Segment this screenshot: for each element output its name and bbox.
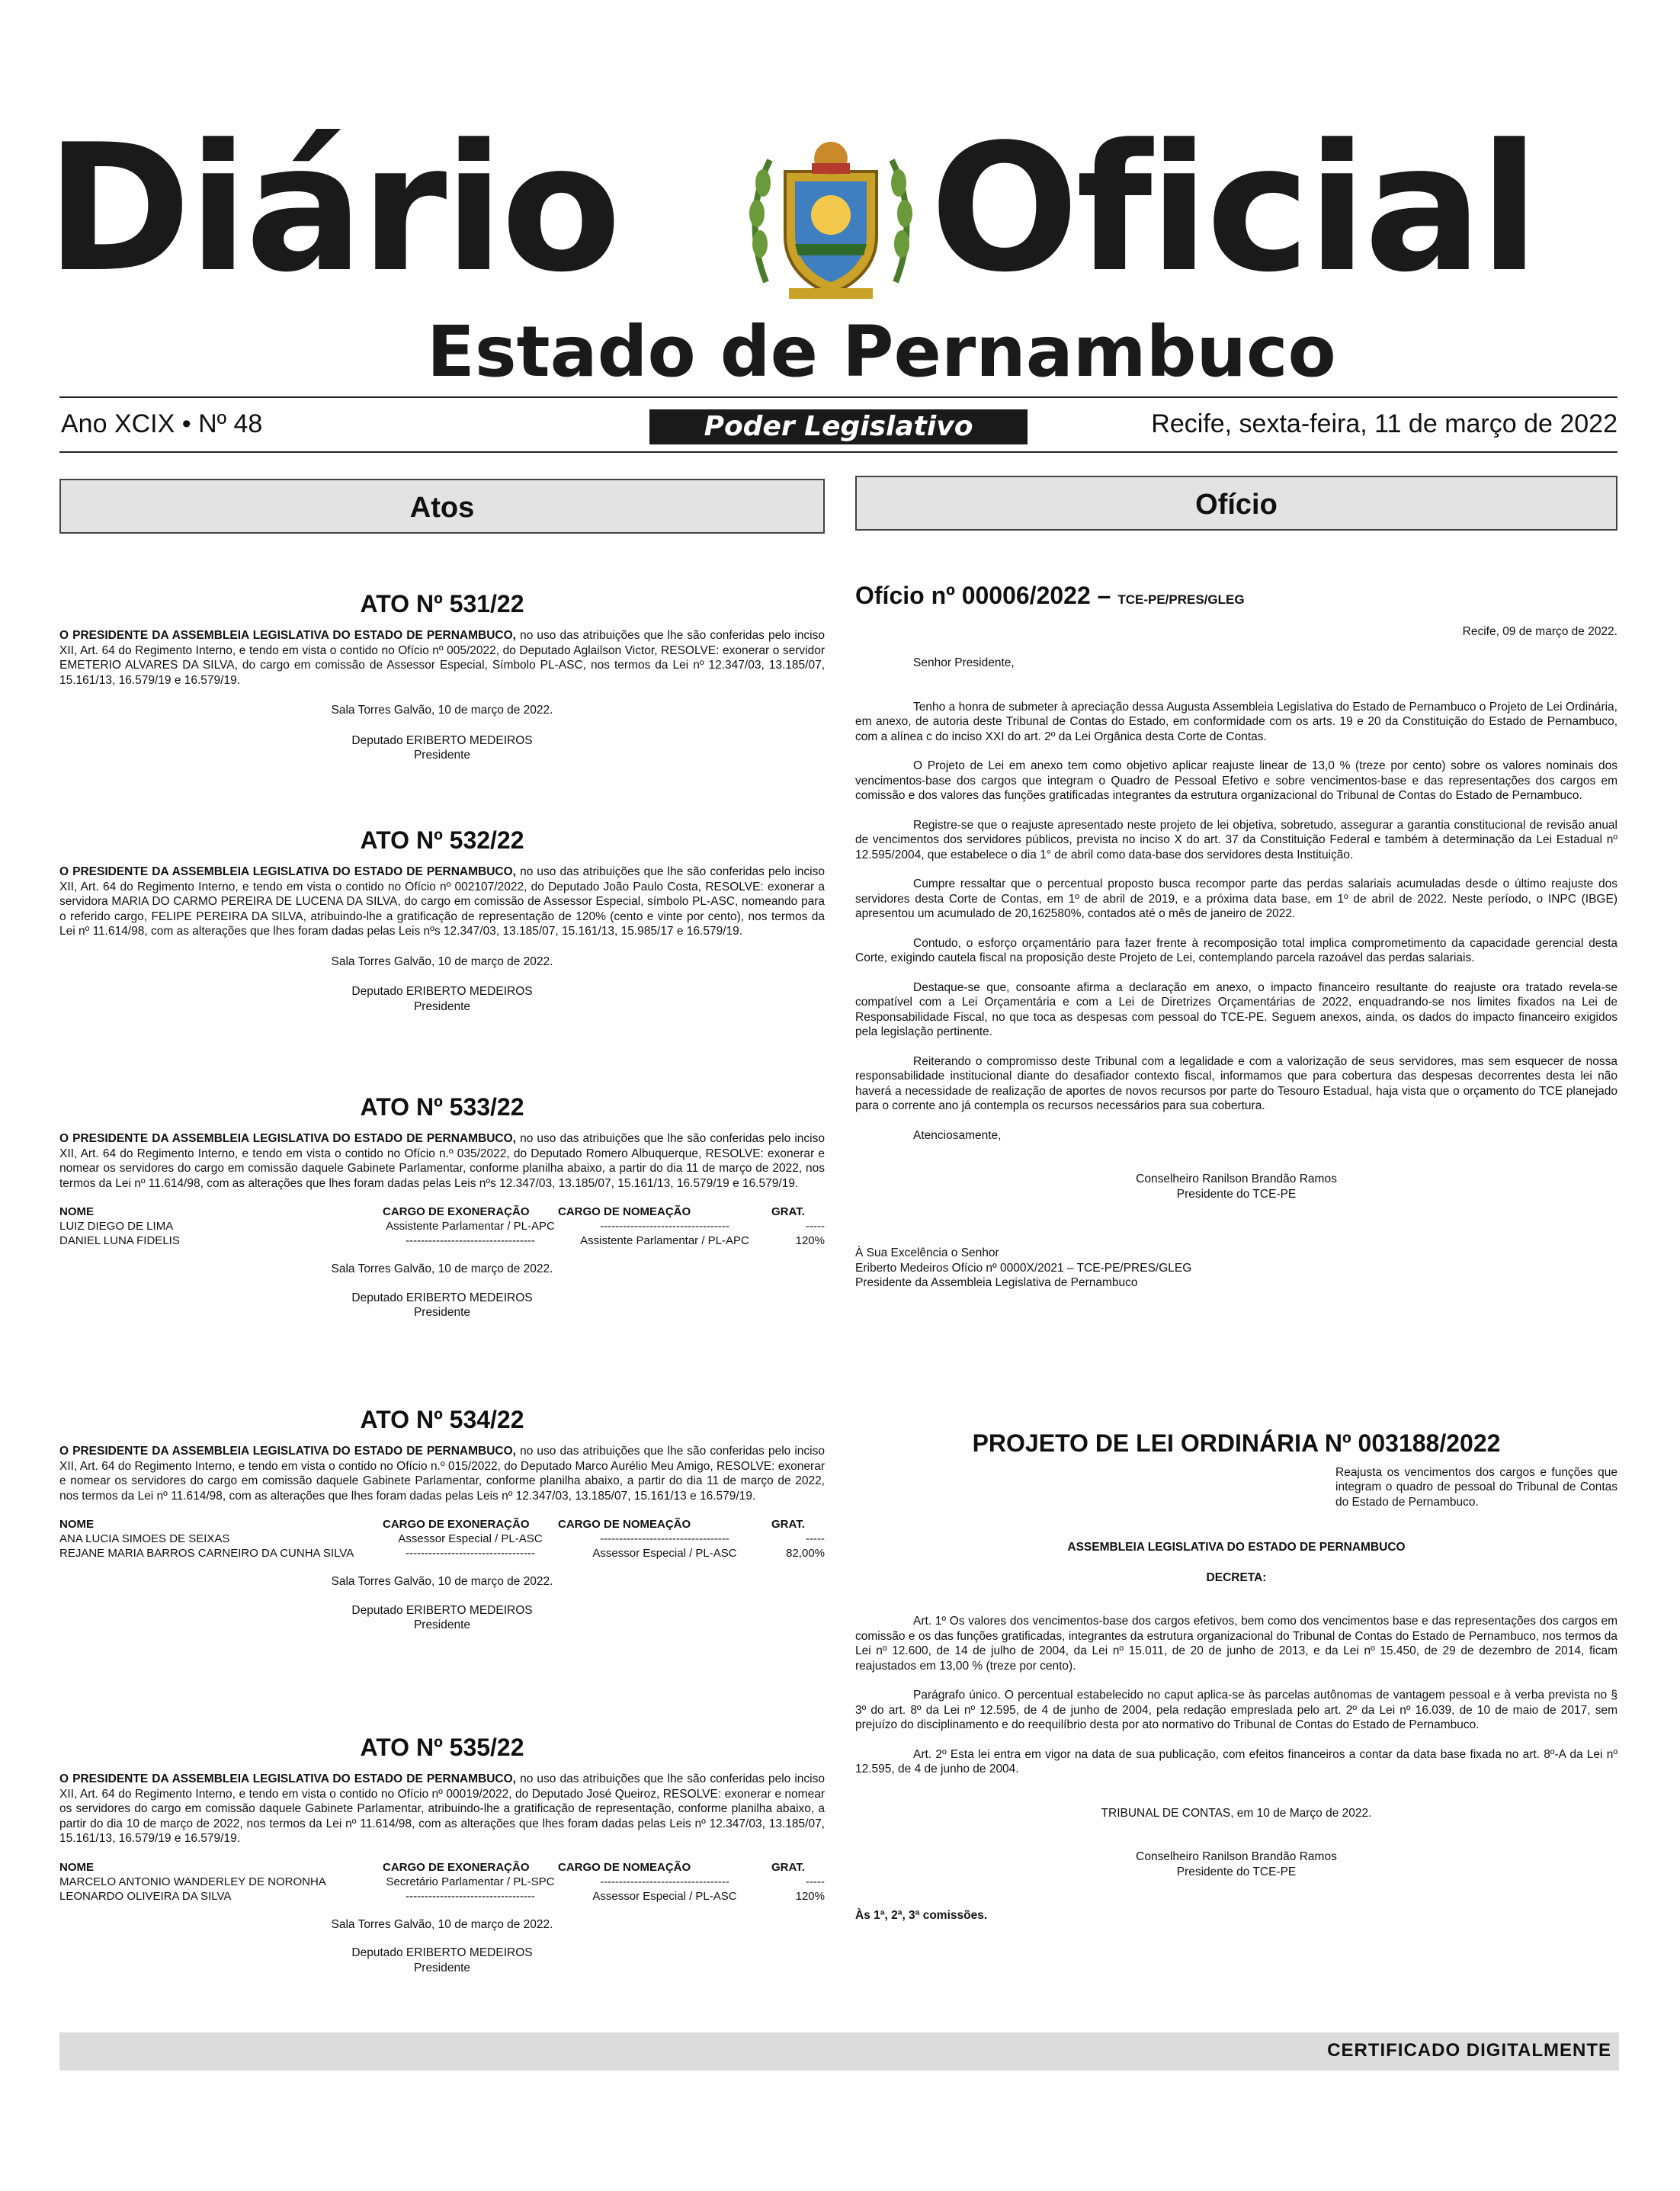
- masthead-rule-top: [59, 396, 1617, 398]
- table-row: [59, 1875, 825, 1889]
- dateline: Recife, sexta-feira, 11 de março de 2022: [1151, 409, 1617, 438]
- pernambuco-coat-of-arms-icon: [743, 130, 919, 305]
- ato-signer-role: Presidente: [413, 1961, 471, 1974]
- staff-table: [59, 1860, 825, 1904]
- ato-title: ATO Nº 532/22: [360, 826, 524, 854]
- projeto-assembly: ASSEMBLEIA LEGISLATIVA DO ESTADO DE PERNAMBUCO: [1067, 1541, 1406, 1554]
- edition-number: Ano XCIX • Nº 48: [61, 409, 263, 438]
- ato-title: ATO Nº 535/22: [360, 1734, 524, 1761]
- oficio-date: Recife, 09 de março de 2022.: [1462, 624, 1617, 638]
- table-cell: ANA LUCIA SIMOES DE SEIXAS: [59, 1532, 230, 1545]
- column-header: GRAT.: [771, 1518, 805, 1531]
- oficio-addressee-line: À Sua Excelência o Senhor: [855, 1246, 999, 1259]
- oficio-title: [855, 582, 1617, 609]
- table-header-row: [59, 1860, 825, 1875]
- projeto-decreta: DECRETA:: [1206, 1570, 1267, 1584]
- oficio-reference: TCE-PE/PRES/GLEG: [1117, 592, 1245, 607]
- column-header: NOME: [59, 1205, 94, 1218]
- ato-body-text: no uso das atribuições que lhe são conferidas pelo inciso XII, Art. 64 do Regimento Interno, e tendo em vista o contido no Ofício nº 005/2022, do Deputado Aglailson Victor, RESOLVE: exonerar o servidor EMETERIO ALVARES DA SILVA, do cargo em comissão de Assessor Especial, Símbolo PL-ASC, nos termos da Lei nº 12.347/03, 13.185/07, 15.161/13, 16.579/19 e 16.579/19.: [59, 629, 825, 687]
- ato-signer: Deputado ERIBERTO MEDEIROS: [351, 1946, 533, 1959]
- oficio-signer-role: Presidente do TCE-PE: [1176, 1187, 1297, 1201]
- projeto-place-date: TRIBUNAL DE CONTAS, em 10 de Março de 2022.: [1101, 1806, 1372, 1820]
- ato-signer: Deputado ERIBERTO MEDEIROS: [351, 1291, 533, 1304]
- oficio-paragraph: Registre-se que o reajuste apresentado neste projeto de lei objetiva, sobretudo, assegurar a garantia constitucional de revisão anual de vencimentos dos servidores públicos, prevista no inciso X do art. 37 da Constituição Federal e também à determinação da Lei Estadual nº 12.595/2004, que estabelece o dia 1° de abril como data-base dos servidores desta Instituição.: [855, 818, 1617, 861]
- table-cell: ----------------------------------: [600, 1532, 729, 1545]
- ato-signer-role: Presidente: [413, 1306, 471, 1319]
- table-cell: LUIZ DIEGO DE LIMA: [59, 1220, 174, 1233]
- oficio-closing: Atenciosamente,: [913, 1128, 1002, 1142]
- ato-signer: Deputado ERIBERTO MEDEIROS: [351, 985, 533, 998]
- table-cell: Secretário Parlamentar / PL-SPC: [386, 1875, 555, 1888]
- projeto-ementa: Reajusta os vencimentos dos cargos e funções que integram o quadro de pessoal do Tribunal de Contas do Estado de Pernambuco.: [1335, 1465, 1617, 1509]
- oficio: [855, 582, 1617, 1291]
- table-cell: Assistente Parlamentar / PL-APC: [386, 1220, 555, 1233]
- masthead-title-diario: Diário: [46, 107, 619, 311]
- column-header: CARGO DE NOMEAÇÃO: [558, 1205, 691, 1218]
- table-cell: Assistente Parlamentar / PL-APC: [580, 1234, 749, 1247]
- table-header-row: [59, 1517, 825, 1532]
- projeto-article: Art. 1º Os valores dos vencimentos-base dos cargos efetivos, bem como dos vencimentos base e das representações dos cargos em comissão e os das funções gratificadas, integrantes da estrutura organizacional do Tribunal de Contas do Estado de Pernambuco, nos termos da Lei nº 12.600, de 14 de julho de 2004, da Lei nº 15.011, de 20 de junho de 2013, e da Lei nº 15.450, de 29 de dezembro de 2014, ficam reajustados em 13,00 % (treze por cento).: [855, 1615, 1617, 1673]
- projeto-article: Parágrafo único. O percentual estabelecido no caput aplica-se às parcelas autônomas de vantagem pessoal e à verba prevista no § 3º do art. 8º da Lei nº 12.595, de 4 de junho de 2004, pela redação empreslada pelo art. 2º da Lei nº 16.039, de 10 de maio de 2017, sem prejuízo do disciplinamento e do reequilíbrio desta por ato normativo do Tribunal de Contas do Estado de Pernambuco.: [855, 1689, 1617, 1731]
- table-cell: MARCELO ANTONIO WANDERLEY DE NORONHA: [59, 1875, 326, 1888]
- column-header: GRAT.: [771, 1860, 805, 1874]
- table-cell: ----------------------------------: [406, 1889, 535, 1903]
- section-header-oficio: Ofício: [855, 476, 1617, 531]
- column-header: NOME: [59, 1518, 94, 1531]
- section-banner: Poder Legislativo: [649, 409, 1028, 444]
- column-header: CARGO DE NOMEAÇÃO: [558, 1518, 691, 1531]
- table-cell: 120%: [795, 1234, 825, 1247]
- column-header: CARGO DE EXONERAÇÃO: [383, 1205, 530, 1218]
- oficio-addressee-line: Presidente da Assembleia Legislativa de Pernambuco: [855, 1276, 1138, 1289]
- table-cell: -----: [806, 1532, 825, 1545]
- oficio-number: Ofício nº 00006/2022 –: [855, 582, 1111, 609]
- projeto-commissions: Às 1ª, 2ª, 3ª comissões.: [855, 1909, 988, 1922]
- projeto-article: Art. 2º Esta lei entra em vigor na data de sua publicação, com efeitos financeiros a contar da data base fixada no art. 8º-A da Lei nº 12.595, de 4 de junho de 2004.: [855, 1747, 1617, 1776]
- ato-place-date: Sala Torres Galvão, 10 de março de 2022.: [331, 954, 553, 968]
- oficio-addressee-line: Eriberto Medeiros Ofício nº 0000X/2021 – TCE-PE/PRES/GLEG: [855, 1261, 1192, 1275]
- ato-body-lead: O PRESIDENTE DA ASSEMBLEIA LEGISLATIVA DO ESTADO DE PERNAMBUCO,: [59, 1445, 516, 1458]
- ato-body-text: no uso das atribuições que lhe são conferidas pelo inciso XII, Art. 64 do Regimento Interno, e tendo em vista o contido no Ofício nº 002107/2022, do Deputado João Paulo Costa, RESOLVE: exonerar a servidora MARIA DO CARMO PEREIRA DE LUCENA DA SILVA, do cargo em comissão de Assessor Especial, símbolo PL-ASC, nomeando para o referido cargo, FELIPE PEREIRA DA SILVA, atribuindo-lhe a gratificação de representação de 120% (cento e vinte por cento), nos termos da Lei nº 11.614/98, com as alterações que lhes foram dadas pelas Leis nºs 12.347/03, 13.185/07, 15.161/13, 15.985/17 e 16.579/19.: [59, 865, 825, 938]
- column-header: CARGO DE NOMEAÇÃO: [558, 1860, 691, 1874]
- ato-signer-role: Presidente: [413, 1618, 471, 1631]
- oficio-paragraph: Contudo, o esforço orçamentário para fazer frente à recomposição total implica comprometimento da capacidade gerencial desta Corte, exigindo cautela fiscal na proposição deste Projeto de Lei, contemplando parcela razoável das perdas salariais.: [855, 936, 1617, 964]
- table-cell: ----------------------------------: [406, 1547, 535, 1560]
- oficio-paragraph: Destaque-se que, consoante afirma a declaração em anexo, o impacto financeiro resultante do reajuste ora tratado revela-se compatível com a Lei Orçamentária e com a Lei de Diretrizes Orçamentárias de 2022, enquadrando-se nos limites fixados na Lei de Responsabilidade Fiscal, no que toca as despesas com pessoal do TCE-PE. Seguem anexos, ainda, os dados do impacto financeiro exigidos pela legislação pertinente.: [855, 980, 1617, 1038]
- ato-body-lead: O PRESIDENTE DA ASSEMBLEIA LEGISLATIVA DO ESTADO DE PERNAMBUCO,: [59, 1132, 516, 1145]
- staff-table: [59, 1517, 825, 1561]
- table-header-row: [59, 1205, 825, 1219]
- column-header: CARGO DE EXONERAÇÃO: [383, 1860, 530, 1874]
- ato-signer-role: Presidente: [413, 749, 471, 762]
- oficio-paragraph: Reiterando o compromisso deste Tribunal com a legalidade e com a valorização de seus servidores, mas sem esquecer de nossa responsabilidade institucional diante do desafiador contexto fiscal, informamos que para cobertura das despesas decorrentes desta lei não haverá a necessidade de realização de aportes de novos recursos por parte do Tesouro Estadual, haja vista que o orçamento do TCE planejado para o corrente ano já contempla os recursos necessários para sua cobertura.: [855, 1054, 1617, 1112]
- section-header-atos: Atos: [59, 479, 825, 534]
- oficio-salutation: Senhor Presidente,: [913, 656, 1015, 669]
- ato-body: [59, 628, 825, 688]
- ato-place-date: Sala Torres Galvão, 10 de março de 2022.: [331, 1917, 553, 1931]
- table-cell: 120%: [795, 1889, 825, 1903]
- table-cell: Assessor Especial / PL-ASC: [592, 1889, 737, 1903]
- ato-body: [59, 1444, 825, 1503]
- ato-title: ATO Nº 534/22: [360, 1406, 524, 1433]
- table-row: [59, 1546, 825, 1561]
- ato-body: [59, 1772, 825, 1846]
- table-row: [59, 1233, 825, 1248]
- ato-signer: Deputado ERIBERTO MEDEIROS: [351, 733, 533, 747]
- oficio-paragraph: Tenho a honra de submeter à apreciação dessa Augusta Assembleia Legislativa do Estado de Pernambuco o Projeto de Lei Ordinária, em anexo, de autoria deste Tribunal de Contas do Estado, em conformidade com os arts. 19 e 20 da Constituição do Estado de Pernambuco, com a alínea c do inciso XXI do art. 2º da Lei Orgânica desta Corte de Contas.: [855, 700, 1617, 743]
- table-cell: LEONARDO OLIVEIRA DA SILVA: [59, 1889, 232, 1903]
- ato-title: ATO Nº 531/22: [360, 590, 524, 618]
- table-cell: DANIEL LUNA FIDELIS: [59, 1234, 180, 1247]
- projeto-de-lei: [855, 1429, 1617, 1923]
- ato-body: [59, 865, 825, 939]
- ato-body-text: no uso das atribuições que lhe são conferidas pelo inciso XII, Art. 64 do Regimento Interno, e tendo em vista o contido no Ofício n.º 035/2022, do Deputado Romero Albuquerque, RESOLVE: exonerar e nomear os servidores do cargo em comissão daquele Gabinete Parlamentar, conforme planilha abaixo, a partir do dia 11 de março de 2022, nos termos da Lei nº 11.614/98, com as alterações que lhes foram dadas pelas Leis nºs 12.347/03, 13.185/07, 15.161/13, 16.579/19 e 16.579/19.: [59, 1132, 825, 1190]
- ato-535: [59, 1732, 825, 1975]
- table-row: [59, 1532, 825, 1546]
- ato-body-lead: O PRESIDENTE DA ASSEMBLEIA LEGISLATIVA DO ESTADO DE PERNAMBUCO,: [59, 629, 516, 642]
- table-row: [59, 1219, 825, 1233]
- oficio-paragraph: Cumpre ressaltar que o percentual proposto busca recompor parte das perdas salariais acumuladas desde o último reajuste dos servidores desta Corte de Contas, em 1º de abril de 2019, e a próxima data base, em 1º de abril de 2022. Neste período, o INPC (IBGE) apresentou um acumulado de 20,162580%, contados até o mês de janeiro de 2022.: [855, 877, 1617, 920]
- projeto-signer: Conselheiro Ranilson Brandão Ramos: [1136, 1850, 1337, 1863]
- table-cell: 82,00%: [786, 1547, 825, 1560]
- table-cell: Assessor Especial / PL-ASC: [398, 1532, 543, 1545]
- ato-body-text: no uso das atribuições que lhe são conferidas pelo inciso XII, Art. 64 do Regimento Interno, e tendo em vista o contido no Ofício n.º 015/2022, do Deputado Marco Aurélio Meu Amigo, RESOLVE: exonerar e nomear os servidores do cargo em comissão daquele Gabinete Parlamentar, conforme planilha abaixo, a partir do dia 11 de março de 2022, nos termos da Lei nº 11.614/98, com as alterações que lhes foram dadas pelas Leis nº 12.347/03, 13.185/07, 15.161/13 e 16.579/19.: [59, 1445, 825, 1503]
- masthead-rule-bottom: [59, 451, 1617, 453]
- table-cell: ----------------------------------: [600, 1220, 729, 1233]
- projeto-signer-role: Presidente do TCE-PE: [1176, 1865, 1297, 1878]
- ato-body-lead: O PRESIDENTE DA ASSEMBLEIA LEGISLATIVA DO ESTADO DE PERNAMBUCO,: [59, 865, 516, 878]
- table-cell: Assessor Especial / PL-ASC: [592, 1547, 737, 1560]
- ato-532: [59, 825, 825, 1014]
- ato-place-date: Sala Torres Galvão, 10 de março de 2022.: [331, 1575, 553, 1588]
- ato-534: [59, 1404, 825, 1633]
- masthead-subtitle: Estado de Pernambuco: [427, 311, 1336, 393]
- column-header: NOME: [59, 1860, 94, 1874]
- masthead-title-oficial: Oficial: [930, 107, 1537, 311]
- table-cell: -----: [806, 1220, 825, 1233]
- table-cell: -----: [806, 1875, 825, 1888]
- ato-title: ATO Nº 533/22: [360, 1093, 524, 1121]
- column-header: GRAT.: [771, 1205, 805, 1218]
- ato-signer-role: Presidente: [413, 999, 471, 1013]
- certified-digitally-label: CERTIFICADO DIGITALMENTE: [1327, 2040, 1611, 2061]
- oficio-paragraph: O Projeto de Lei em anexo tem como objetivo aplicar reajuste linear de 13,0 % (treze por cento) sobre os valores nominais dos vencimentos-base dos cargos que integram o Quadro de Pessoal Efetivo e sobre vencimentos-base e das representações dos cargos em comissão e dos valores das funções gratificadas integrantes da estrutura organizacional do Tribunal de Contas do Estado de Pernambuco.: [855, 759, 1617, 802]
- projeto-title: PROJETO DE LEI ORDINÁRIA Nº 003188/2022: [972, 1429, 1501, 1457]
- ato-body-lead: O PRESIDENTE DA ASSEMBLEIA LEGISLATIVA DO ESTADO DE PERNAMBUCO,: [59, 1772, 516, 1785]
- table-cell: ----------------------------------: [600, 1875, 729, 1888]
- ato-body-text: no uso das atribuições que lhe são conferidas pelo inciso XII, Art. 64 do Regimento Interno, e tendo em vista o contido no Ofício nº 00019/2022, do Deputado José Queiroz, RESOLVE: exonerar e nomear os servidores do cargo em comissão daquele Gabinete Parlamentar, atribuindo-lhe a gratificação de representação, conforme planilha abaixo, a partir do dia 10 de março de 2022, nos termos da Lei nº 11.614/98, com as alterações que lhes foram dadas pelas Leis nº 12.347/03, 13.185/07, 15.161/13, 16.579/19 e 16.579/19.: [59, 1772, 825, 1845]
- ato-531: [59, 589, 825, 763]
- ato-signer: Deputado ERIBERTO MEDEIROS: [351, 1603, 533, 1617]
- ato-place-date: Sala Torres Galvão, 10 de março de 2022.: [331, 704, 553, 717]
- ato-place-date: Sala Torres Galvão, 10 de março de 2022.: [331, 1262, 553, 1275]
- column-header: CARGO DE EXONERAÇÃO: [383, 1518, 530, 1531]
- table-row: [59, 1889, 825, 1904]
- staff-table: [59, 1205, 825, 1248]
- table-cell: REJANE MARIA BARROS CARNEIRO DA CUNHA SILVA: [59, 1547, 354, 1560]
- table-cell: ----------------------------------: [406, 1234, 535, 1247]
- ato-533: [59, 1092, 825, 1320]
- ato-body: [59, 1131, 825, 1191]
- oficio-signer: Conselheiro Ranilson Brandão Ramos: [1136, 1172, 1337, 1185]
